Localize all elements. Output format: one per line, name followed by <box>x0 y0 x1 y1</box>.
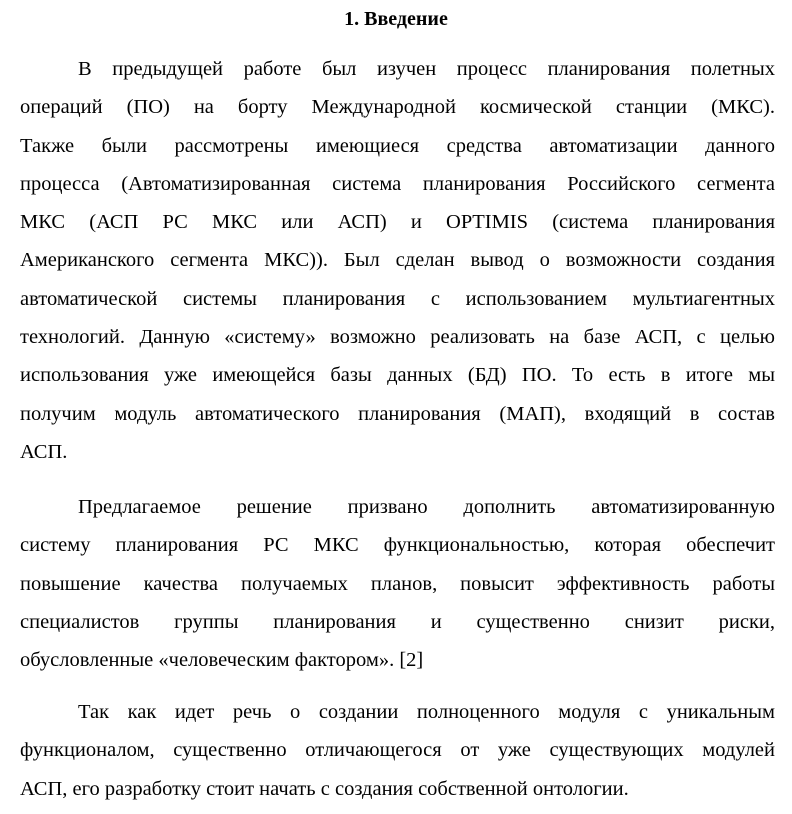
text-line: Так как идет речь о создании полноценного модуля с уникальным <box>78 701 775 723</box>
text-line: функционалом, существенно отличающегося от уже существующих модулей <box>20 739 775 762</box>
text-line: Предлагаемое решение призвано дополнить автоматизированную <box>78 496 775 518</box>
paragraph-2 <box>20 488 775 679</box>
text-line: обусловленные «человеческим фактором». [2] <box>20 649 424 672</box>
text-line: специалистов группы планирования и существенно снизит риски, <box>20 610 775 633</box>
text-line: В предыдущей работе был изучен процесс планирования полетных <box>78 58 775 80</box>
text-line: операций (ПО) на борту Международной космической станции (МКС). <box>20 96 775 119</box>
text-line: систему планирования РС МКС функциональностью, которая обеспечит <box>20 534 775 557</box>
text-line: АСП. <box>20 440 68 463</box>
text-line: использования уже имеющейся базы данных (БД) ПО. То есть в итоге мы <box>20 364 775 387</box>
paragraph-1 <box>20 50 775 471</box>
section-heading: 1. Введение <box>344 8 448 30</box>
text-line: МКС (АСП РС МКС или АСП) и OPTIMIS (система планирования <box>20 211 775 234</box>
text-line: получим модуль автоматического планирования (МАП), входящий в состав <box>20 402 775 425</box>
text-line: Американского сегмента МКС)). Был сделан вывод о возможности создания <box>20 249 775 272</box>
text-line: АСП, его разработку стоит начать с создания собственной онтологии. <box>20 777 629 800</box>
paragraph-3 <box>20 693 775 808</box>
text-line: повышение качества получаемых планов, повысит эффективность работы <box>20 572 775 595</box>
text-line: технологий. Данную «систему» возможно реализовать на базе АСП, с целью <box>20 326 775 349</box>
text-line: Также были рассмотрены имеющиеся средства автоматизации данного <box>20 134 775 157</box>
text-line: автоматической системы планирования с использованием мультиагентных <box>20 287 775 310</box>
text-line: процесса (Автоматизированная система планирования Российского сегмента <box>20 172 775 195</box>
